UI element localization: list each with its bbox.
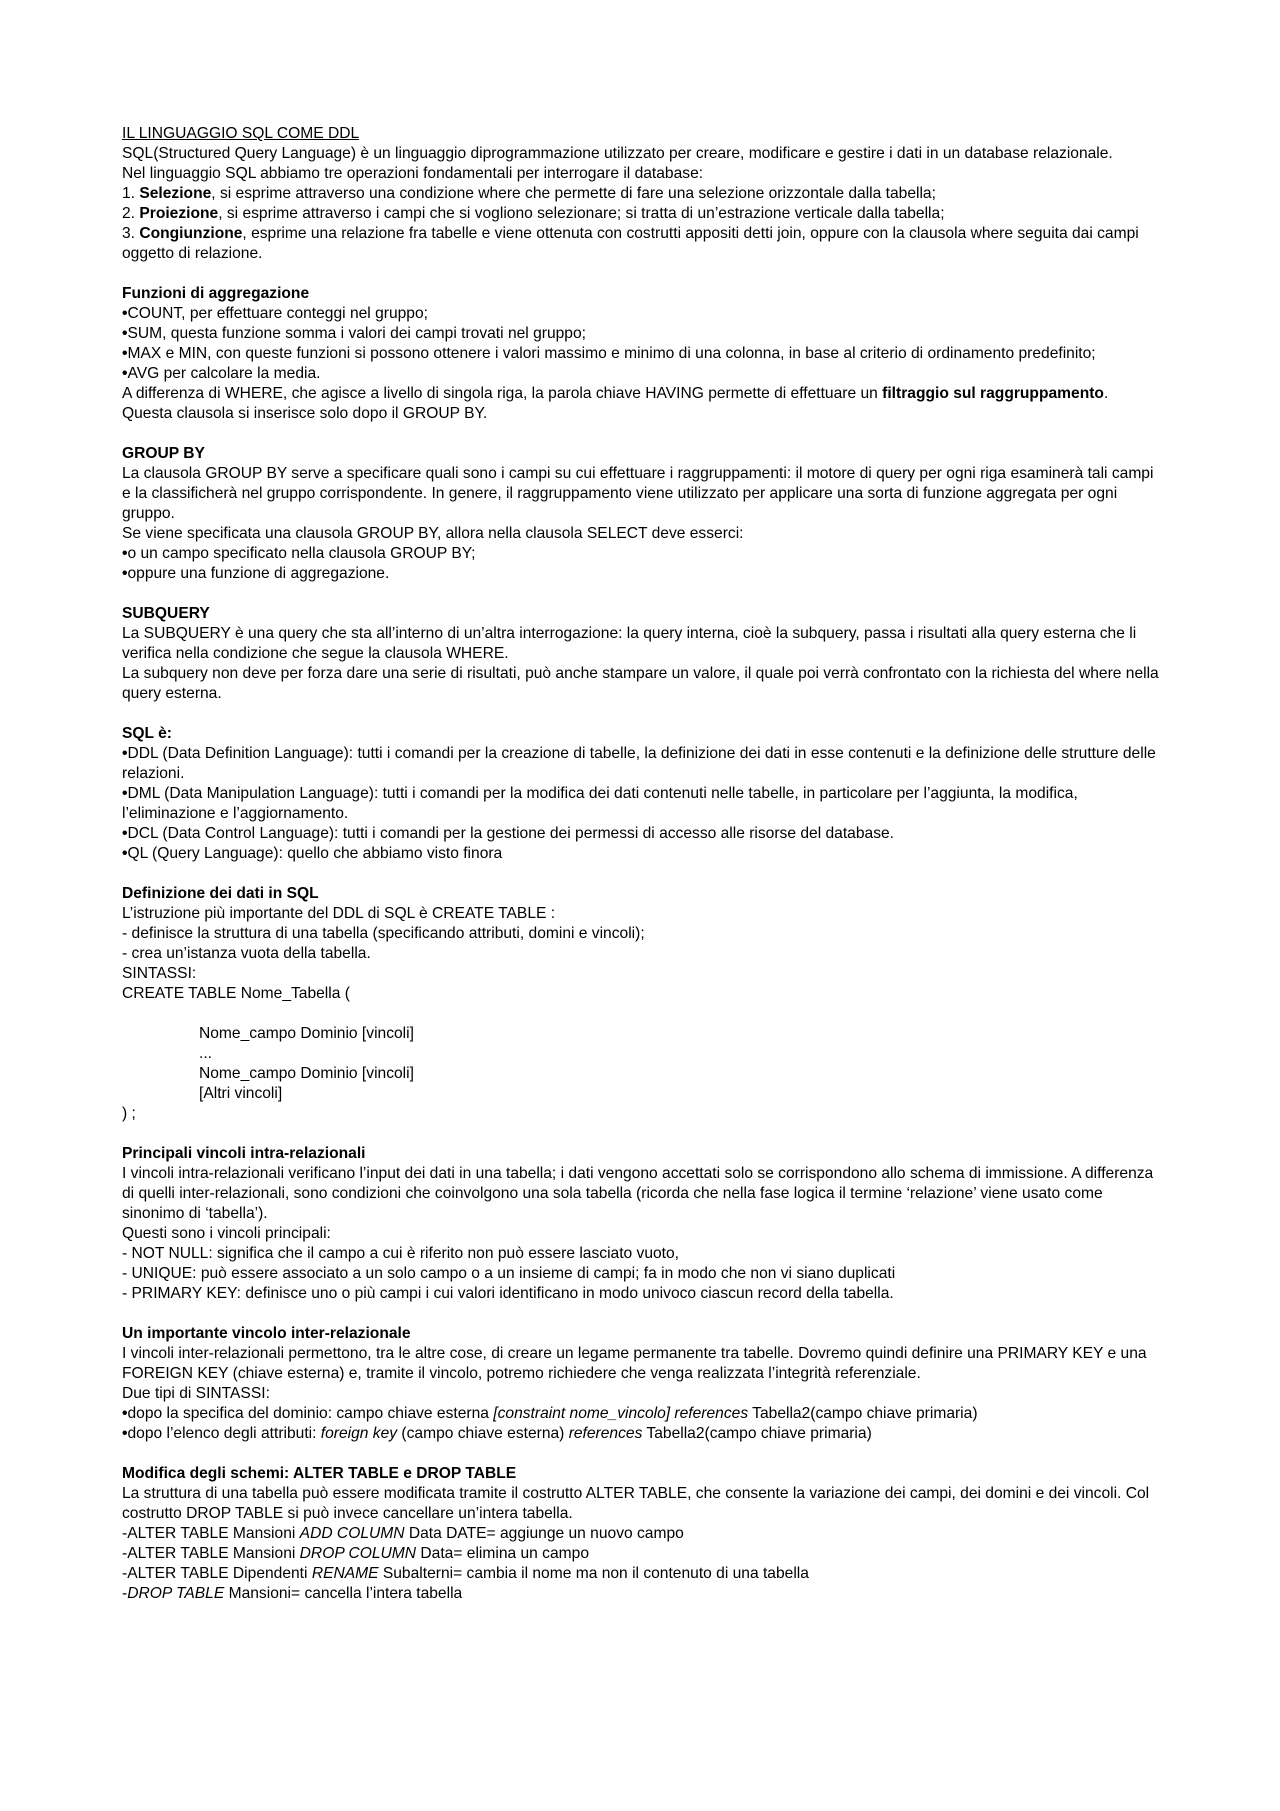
intro-operations-lead: Nel linguaggio SQL abbiamo tre operazioni fondamentali per interrogare il database: xyxy=(122,165,704,182)
list-item: • oppure una funzione di aggregazione. xyxy=(122,564,1162,584)
operation-selection: 1. Selezione, si esprime attraverso una condizione where che permette di fare una selezione orizzontale dalla tabella; xyxy=(122,185,936,202)
document-title: IL LINGUAGGIO SQL COME DDL xyxy=(122,125,360,142)
code-line: ) ; xyxy=(122,1105,136,1122)
list-item: - PRIMARY KEY: definisce uno o più campi i cui valori identificano in modo univoco ciascun record della tabella. xyxy=(122,1285,894,1302)
document-page xyxy=(122,124,1162,1604)
list-item: • o un campo specificato nella clausola GROUP BY; xyxy=(122,544,1162,564)
list-item: • COUNT, per effettuare conteggi nel gruppo; xyxy=(122,304,1162,324)
section-heading-inter-constraint: Un importante vincolo inter-relazionale xyxy=(122,1325,411,1342)
section-heading-intra-constraints: Principali vincoli intra-relazionali xyxy=(122,1145,366,1162)
code-line: Nome_campo Dominio [vincoli] xyxy=(199,1025,414,1042)
list-item: • DML (Data Manipulation Language): tutti i comandi per la modifica dei dati contenuti nelle tabelle, in particolare per l’aggiunta, la modifica, l’eliminazione e l’aggiornamento. xyxy=(122,784,1162,824)
list-item: - NOT NULL: significa che il campo a cui è riferito non può essere lasciato vuoto, xyxy=(122,1245,680,1262)
group-by-select-lead: Se viene specificata una clausola GROUP BY, allora nella clausola SELECT deve esserci: xyxy=(122,525,744,542)
intra-lead: Questi sono i vincoli principali: xyxy=(122,1225,331,1242)
list-item: • MAX e MIN, con queste funzioni si possono ottenere i valori massimo e minimo di una colonna, in base al criterio di ordinamento predefinito; xyxy=(122,344,1162,364)
alter-example: -ALTER TABLE Mansioni ADD COLUMN Data DATE= aggiunge un nuovo campo xyxy=(122,1525,684,1542)
list-item: • dopo la specifica del dominio: campo chiave esterna [constraint nome_vincolo] references Tabella2(campo chiave primaria) xyxy=(122,1404,1162,1424)
alter-example: -ALTER TABLE Dipendenti RENAME Subalterni= cambia il nome ma non il contenuto di una tabella xyxy=(122,1565,809,1582)
operation-projection: 2. Proiezione, si esprime attraverso i campi che si vogliono selezionare; si tratta di un’estrazione verticale dalla tabella; xyxy=(122,205,945,222)
section-heading-aggregation: Funzioni di aggregazione xyxy=(122,285,310,302)
list-item: • DCL (Data Control Language): tutti i comandi per la gestione dei permessi di accesso alle risorse del database. xyxy=(122,824,1162,844)
list-item: • DDL (Data Definition Language): tutti i comandi per la creazione di tabelle, la definizione dei dati in esse contenuti e la definizione delle strutture delle relazioni. xyxy=(122,744,1162,784)
intro-paragraph: SQL(Structured Query Language) è un linguaggio diprogrammazione utilizzato per creare, modificare e gestire i dati in un database relazionale. xyxy=(122,145,1113,162)
syntax-label: SINTASSI: xyxy=(122,965,197,982)
create-table-intro: L’istruzione più importante del DDL di SQL è CREATE TABLE : xyxy=(122,905,556,922)
code-line: Nome_campo Dominio [vincoli] xyxy=(199,1065,414,1082)
alter-paragraph: La struttura di una tabella può essere modificata tramite il costrutto ALTER TABLE, che consente la variazione dei campi, dei domini e dei vincoli. Col costrutto DROP TABLE si può invece cancellare un’intera tabella. xyxy=(122,1485,1150,1522)
create-table-point: - definisce la struttura di una tabella (specificando attributi, domini e vincoli); xyxy=(122,925,645,942)
list-item: • dopo l’elenco degli attributi: foreign key (campo chiave esterna) references Tabella2(campo chiave primaria) xyxy=(122,1424,1162,1444)
subquery-paragraph: La SUBQUERY è una query che sta all’interno di un’altra interrogazione: la query interna, cioè la subquery, passa i risultati alla query esterna che li verifica nella condizione che segue la clausola WHERE. xyxy=(122,625,1137,662)
list-item: • SUM, questa funzione somma i valori dei campi trovati nel gruppo; xyxy=(122,324,1162,344)
inter-syntax-lead: Due tipi di SINTASSI: xyxy=(122,1385,270,1402)
list-item: • AVG per calcolare la media. xyxy=(122,364,1162,384)
alter-example: -ALTER TABLE Mansioni DROP COLUMN Data= elimina un campo xyxy=(122,1545,589,1562)
list-item: - UNIQUE: può essere associato a un solo campo o a un insieme di campi; fa in modo che non vi siano duplicati xyxy=(122,1265,896,1282)
section-heading-sql: SQL è: xyxy=(122,725,172,742)
operation-join: 3. Congiunzione, esprime una relazione fra tabelle e viene ottenuta con costrutti appositi detti join, oppure con la clausola where seguita dai campi oggetto di relazione. xyxy=(122,225,1139,262)
subquery-paragraph-2: La subquery non deve per forza dare una serie di risultati, può anche stampare un valore, il quale poi verrà confrontato con la richiesta del where nella query esterna. xyxy=(122,665,1159,702)
code-line: [Altri vincoli] xyxy=(199,1085,283,1102)
having-paragraph: A differenza di WHERE, che agisce a livello di singola riga, la parola chiave HAVING permette di effettuare un filtraggio sul raggruppamento. Questa clausola si inserisce solo dopo il GROUP BY. xyxy=(122,385,1109,422)
list-item: • QL (Query Language): quello che abbiamo visto finora xyxy=(122,844,1162,864)
create-table-point: - crea un’istanza vuota della tabella. xyxy=(122,945,371,962)
code-line: CREATE TABLE Nome_Tabella ( xyxy=(122,985,350,1002)
section-heading-data-definition: Definizione dei dati in SQL xyxy=(122,885,319,902)
section-heading-alter-drop: Modifica degli schemi: ALTER TABLE e DROP TABLE xyxy=(122,1465,517,1482)
intra-paragraph: I vincoli intra-relazionali verificano l’input dei dati in una tabella; i dati vengono accettati solo se corrispondono allo schema di immissione. A differenza di quelli inter-relazionali, sono condizioni che coinvolgono una sola tabella (ricorda che nella fase logica il termine ‘relazione’ viene usato come sinonimo di ‘tabella’). xyxy=(122,1165,1154,1222)
section-heading-subquery: SUBQUERY xyxy=(122,605,210,622)
alter-example: -DROP TABLE Mansioni= cancella l’intera tabella xyxy=(122,1585,463,1602)
inter-paragraph: I vincoli inter-relazionali permettono, tra le altre cose, di creare un legame permanente tra tabelle. Dovremo quindi definire una PRIMARY KEY e una FOREIGN KEY (chiave esterna) e, tramite il vincolo, potremo richiedere che venga realizzata l’integrità referenziale. xyxy=(122,1345,1147,1382)
section-heading-group-by: GROUP BY xyxy=(122,445,205,462)
group-by-paragraph: La clausola GROUP BY serve a specificare quali sono i campi su cui effettuare i raggruppamenti: il motore di query per ogni riga esaminerà tali campi e la classificherà nel gruppo corrispondente. In genere, il raggruppamento viene utilizzato per applicare una sorta di funzione aggregata per ogni gruppo. xyxy=(122,465,1154,522)
code-line: ... xyxy=(199,1045,212,1062)
